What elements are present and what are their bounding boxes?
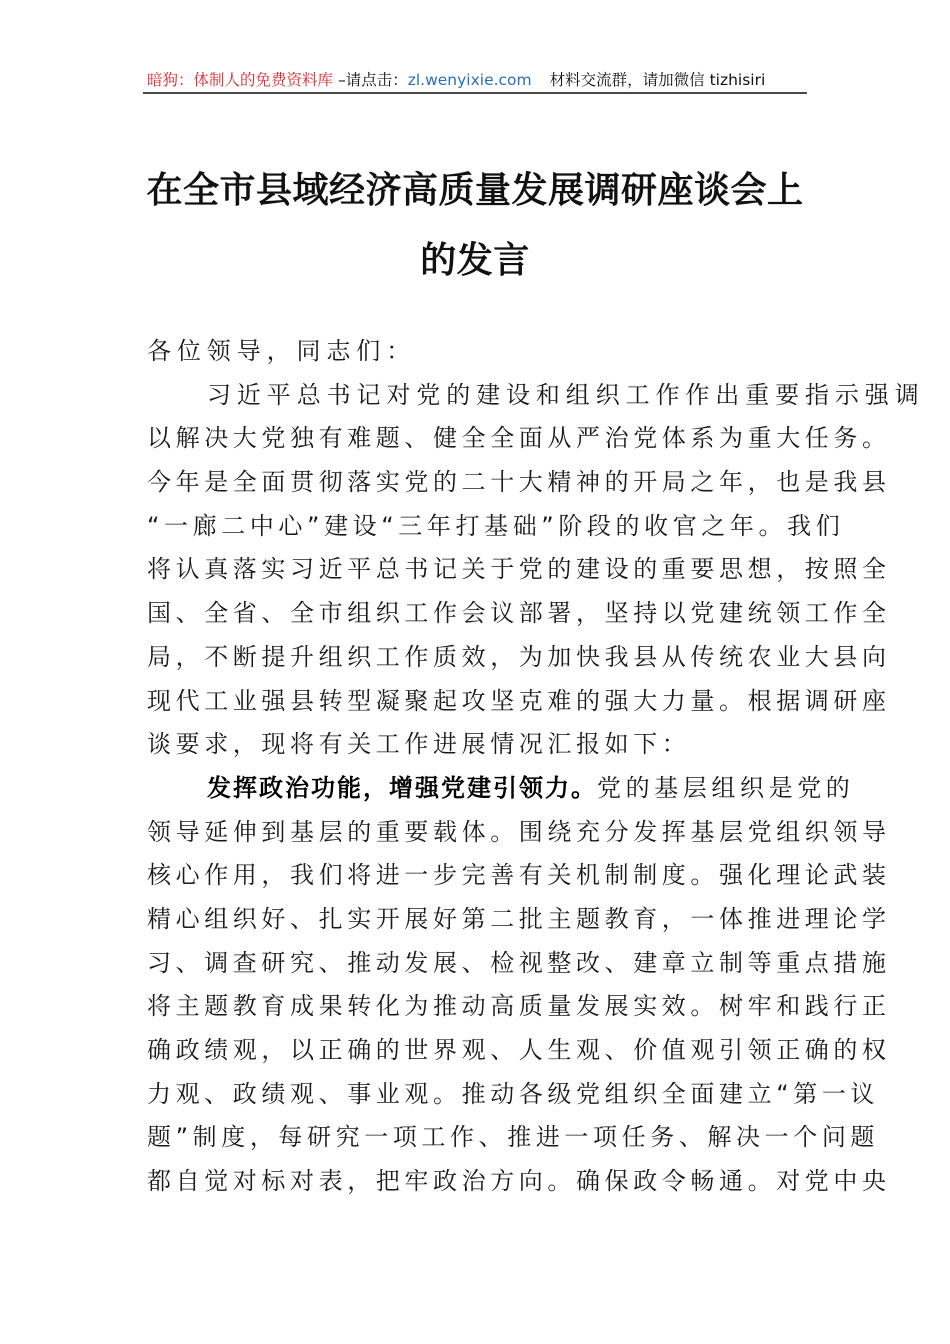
contact-text: 材料交流群，请加微信 tizhisiri bbox=[549, 71, 766, 89]
paragraph-line: 确政绩观，以正确的世界观、人生观、价值观引领正确的权 bbox=[147, 1036, 891, 1064]
paragraph-line: 题”制度，每研究一项工作、推进一项任务、解决一个问题 bbox=[147, 1123, 880, 1152]
section-heading: 发挥政治功能，增强党建引领力。 bbox=[207, 773, 597, 802]
site-link[interactable]: zl.wenyixie.com bbox=[407, 71, 532, 89]
paragraph-line: 习近平总书记对党的建设和组织工作作出重要指示强调 bbox=[207, 380, 925, 409]
paragraph-line: 现代工业强县转型凝聚起攻坚克难的强大力量。根据调研座 bbox=[147, 686, 891, 715]
paragraph-text: 党的基层组织是党的 bbox=[597, 773, 855, 802]
document-title-line-2: 的发言 bbox=[420, 239, 530, 281]
paragraph-line: 将主题教育成果转化为推动高质量发展实效。树牢和践行正 bbox=[147, 992, 891, 1021]
paragraph-line: 核心作用，我们将进一步完善有关机制制度。强化理论武装 bbox=[147, 861, 891, 890]
section-heading-line bbox=[147, 767, 855, 811]
paragraph-line: 习、调查研究、推动发展、检视整改、建章立制等重点措施 bbox=[147, 948, 891, 977]
paragraph-line: 都自觉对标对表，把牢政治方向。确保政令畅通。对党中央 bbox=[147, 1167, 891, 1196]
paragraph-line: 精心组织好、扎实开展好第二批主题教育，一体推进理论学 bbox=[147, 904, 891, 933]
page-header-banner bbox=[147, 68, 805, 92]
paragraph-line: 领导延伸到基层的重要载体。围绕充分发挥基层党组织领导 bbox=[147, 817, 891, 846]
paragraph-line: 国、全省、全市组织工作会议部署，坚持以党建统领工作全 bbox=[147, 599, 891, 628]
paragraph-line: 力观、政绩观、事业观。推动各级党组织全面建立“第一议 bbox=[147, 1079, 880, 1108]
header-divider bbox=[143, 92, 807, 94]
paragraph-line: 局，不断提升组织工作质效，为加快我县从传统农业大县向 bbox=[147, 642, 891, 671]
promo-click-prompt: –请点击： bbox=[333, 71, 408, 89]
paragraph-line: 今年是全面贯彻落实党的二十大精神的开局之年，也是我县 bbox=[147, 468, 891, 497]
document-title-line-1: 在全市县域经济高质量发展调研座谈会上 bbox=[146, 169, 804, 211]
salutation: 各位领导，同志们： bbox=[147, 337, 417, 365]
paragraph-line: 谈要求，现将有关工作进展情况汇报如下： bbox=[147, 730, 691, 759]
paragraph-line: 将认真落实习近平总书记关于党的建设的重要思想，按照全 bbox=[147, 555, 891, 584]
promo-text: 暗狗：体制人的免费资料库 bbox=[147, 71, 334, 89]
paragraph-line: “一廊二中心”建设“三年打基础”阶段的收官之年。我们 bbox=[147, 511, 845, 540]
document-body bbox=[147, 330, 925, 1204]
paragraph-line: 以解决大党独有难题、健全全面从严治党体系为重大任务。 bbox=[147, 424, 891, 453]
